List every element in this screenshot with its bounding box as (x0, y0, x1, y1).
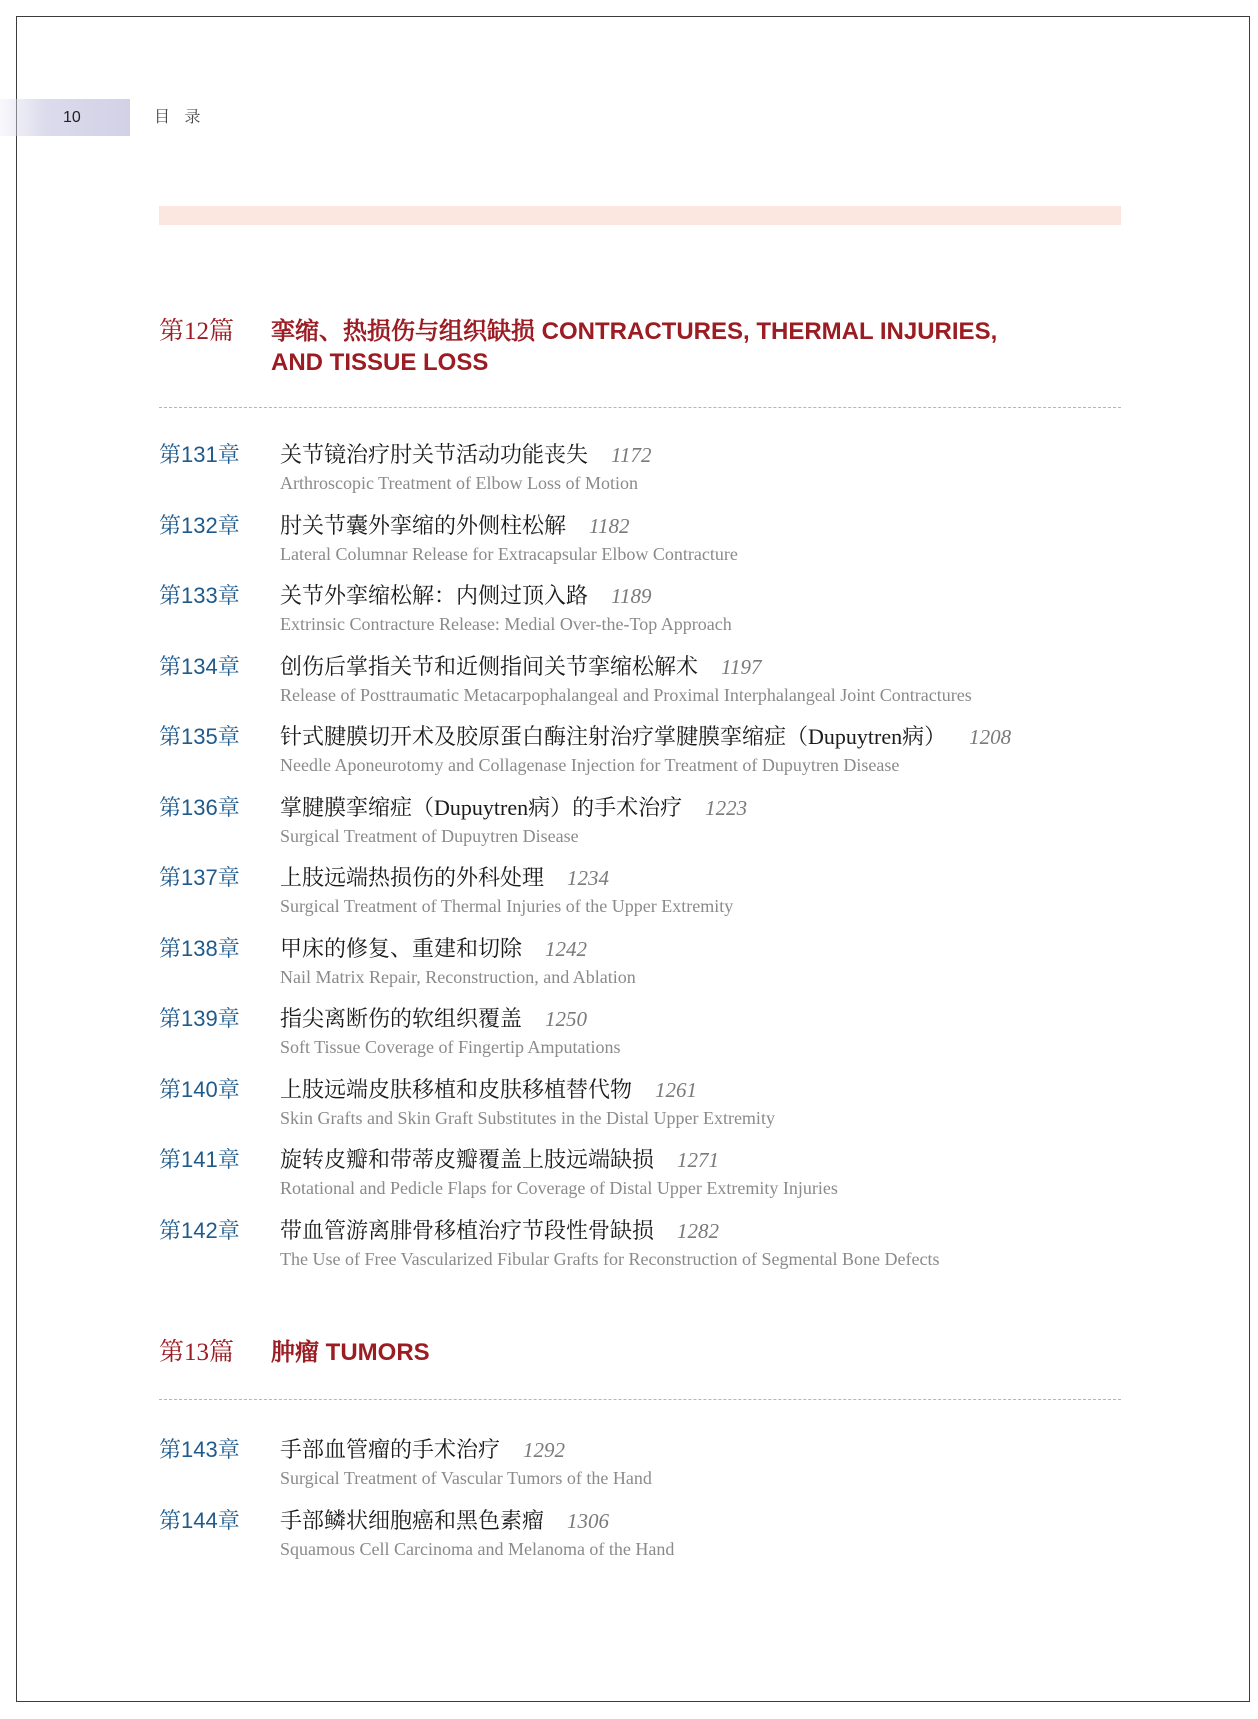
part-title-line: AND TISSUE LOSS (271, 349, 489, 376)
chapter-entry (159, 723, 1121, 779)
chapter-title-zh: 肘关节囊外挛缩的外侧柱松解 (280, 512, 567, 538)
chapter-page-number: 1292 (523, 1438, 566, 1462)
chapter-title-zh: 关节镜治疗肘关节活动功能丧失 (280, 442, 589, 467)
part-title-line: 肿瘤 TUMORS (271, 1339, 430, 1366)
chapter-entry (159, 1005, 1121, 1061)
chapter-title-line (280, 441, 651, 469)
chapter-title-zh: 带血管游离腓骨移植治疗节段性骨缺损 (280, 1217, 655, 1243)
chapter-number: 第141章 (159, 1147, 240, 1172)
chapter-body (280, 1217, 939, 1271)
chapter-entry (159, 441, 1121, 497)
chapter-body (280, 1507, 674, 1561)
chapter-page-number: 1172 (611, 443, 652, 467)
chapter-page-number: 1223 (705, 795, 748, 820)
part-title (271, 316, 997, 378)
chapter-body (280, 1005, 621, 1059)
chapter-number: 第132章 (159, 512, 240, 538)
chapter-page-number: 1261 (655, 1077, 698, 1102)
chapter-body (280, 582, 732, 636)
chapter-entry (159, 653, 1121, 709)
chapter-entry (159, 794, 1121, 850)
chapter-body (280, 935, 636, 989)
chapter-page-number: 1234 (567, 866, 610, 890)
chapter-title-zh: 手部血管瘤的手术治疗 (280, 1437, 501, 1462)
chapter-title-en: Nail Matrix Repair, Reconstruction, and Ablation (280, 966, 636, 987)
chapter-body (280, 441, 651, 495)
chapter-number: 第134章 (159, 653, 240, 679)
chapter-page-number: 1282 (677, 1218, 720, 1243)
chapter-title-en: Skin Grafts and Skin Graft Substitutes in the Distal Upper Extremity (280, 1107, 775, 1128)
chapter-title-line (280, 1005, 621, 1033)
chapter-body (280, 1146, 838, 1200)
chapter-page-number: 1197 (721, 654, 762, 679)
part-title (271, 1337, 430, 1368)
chapter-title-en: Arthroscopic Treatment of Elbow Loss of Motion (280, 473, 638, 493)
chapter-title-zh: 手部鳞状细胞癌和黑色素瘤 (280, 1507, 545, 1533)
chapter-number: 第142章 (159, 1217, 240, 1243)
chapter-title-line (280, 1076, 775, 1104)
chapter-title-line (280, 1436, 652, 1464)
chapter-page-number: 1271 (677, 1148, 720, 1172)
chapter-body (280, 512, 738, 566)
chapter-title-line (280, 1507, 674, 1535)
running-head: 目 录 (154, 109, 206, 126)
chapter-number: 第133章 (159, 583, 240, 608)
chapter-title-en: Surgical Treatment of Dupuytren Disease (280, 825, 579, 846)
chapter-body (280, 723, 1011, 777)
chapter-number: 第144章 (159, 1507, 240, 1533)
chapter-entry (159, 1217, 1121, 1273)
chapter-number: 第135章 (159, 724, 240, 749)
chapter-page-number: 1208 (969, 725, 1012, 749)
chapter-page-number: 1242 (545, 936, 588, 961)
chapter-title-zh: 创伤后掌指关节和近侧指间关节挛缩松解术 (280, 653, 699, 679)
dashed-divider (159, 407, 1121, 408)
chapter-page-number: 1250 (545, 1007, 588, 1031)
chapter-title-line (280, 512, 738, 540)
chapter-entry (159, 1507, 1121, 1563)
chapter-title-zh: 上肢远端热损伤的外科处理 (280, 865, 545, 890)
chapter-body (280, 653, 972, 707)
chapter-entry (159, 864, 1121, 920)
chapter-title-en: Extrinsic Contracture Release: Medial Over-the-Top Approach (280, 614, 732, 634)
chapter-body (280, 864, 733, 918)
chapter-title-zh: 甲床的修复、重建和切除 (280, 935, 523, 961)
chapter-page-number: 1189 (611, 584, 652, 608)
part-heading (159, 1337, 1121, 1368)
chapter-body (280, 1076, 775, 1130)
chapter-entry (159, 935, 1121, 991)
chapter-title-line (280, 653, 972, 681)
chapter-title-zh: 指尖离断伤的软组织覆盖 (280, 1006, 523, 1031)
chapter-title-en: Surgical Treatment of Thermal Injuries of the Upper Extremity (280, 896, 734, 916)
chapter-body (280, 794, 747, 848)
chapter-title-en: Rotational and Pedicle Flaps for Coverage of Distal Upper Extremity Injuries (280, 1178, 838, 1198)
chapter-page-number: 1182 (589, 513, 630, 538)
chapter-title-zh: 旋转皮瓣和带蒂皮瓣覆盖上肢远端缺损 (280, 1147, 655, 1172)
chapter-entry (159, 1436, 1121, 1492)
page-number: 10 (63, 109, 81, 126)
chapter-title-en: Squamous Cell Carcinoma and Melanoma of the Hand (280, 1538, 675, 1559)
chapter-number: 第143章 (159, 1437, 240, 1462)
chapter-title-line (280, 864, 733, 892)
chapter-title-zh: 针式腱膜切开术及胶原蛋白酶注射治疗掌腱膜挛缩症（Dupuytren病） (280, 724, 947, 749)
chapter-number: 第131章 (159, 442, 240, 467)
chapter-number: 第136章 (159, 794, 240, 820)
chapter-title-line (280, 582, 732, 610)
dashed-divider (159, 1399, 1121, 1400)
chapter-body (280, 1436, 652, 1490)
chapter-title-zh: 关节外挛缩松解：内侧过顶入路 (280, 583, 589, 608)
chapter-title-en: Release of Posttraumatic Metacarpophalangeal and Proximal Interphalangeal Joint Contractures (280, 684, 972, 705)
part-heading (159, 316, 1121, 378)
part-label: 第13篇 (159, 1339, 235, 1366)
chapter-entry (159, 1076, 1121, 1132)
chapter-title-en: Lateral Columnar Release for Extracapsular Elbow Contracture (280, 543, 738, 564)
chapter-number: 第138章 (159, 935, 240, 961)
chapter-title-en: Surgical Treatment of Vascular Tumors of the Hand (280, 1468, 652, 1488)
chapter-title-en: Soft Tissue Coverage of Fingertip Amputations (280, 1037, 621, 1057)
chapter-entry (159, 1146, 1121, 1202)
chapter-entry (159, 512, 1121, 568)
chapter-page-number: 1306 (567, 1508, 610, 1533)
chapter-number: 第137章 (159, 865, 240, 890)
chapter-title-line (280, 1146, 838, 1174)
chapter-title-en: The Use of Free Vascularized Fibular Grafts for Reconstruction of Segmental Bone Defects (280, 1248, 940, 1269)
chapter-number: 第140章 (159, 1076, 240, 1102)
page-number-tab (0, 99, 130, 136)
chapter-title-zh: 掌腱膜挛缩症（Dupuytren病）的手术治疗 (280, 794, 683, 820)
part-title-line: 挛缩、热损伤与组织缺损 CONTRACTURES, THERMAL INJURIES, (271, 318, 998, 345)
chapter-title-line (280, 1217, 939, 1245)
chapter-entry (159, 582, 1121, 638)
chapter-title-zh: 上肢远端皮肤移植和皮肤移植替代物 (280, 1076, 633, 1102)
chapter-title-line (280, 935, 636, 963)
part-label: 第12篇 (159, 318, 235, 345)
chapter-title-en: Needle Aponeurotomy and Collagenase Injection for Treatment of Dupuytren Disease (280, 755, 900, 775)
chapter-title-line (280, 794, 747, 822)
decorative-band (159, 206, 1121, 225)
chapter-title-line (280, 723, 1011, 751)
chapter-number: 第139章 (159, 1006, 240, 1031)
